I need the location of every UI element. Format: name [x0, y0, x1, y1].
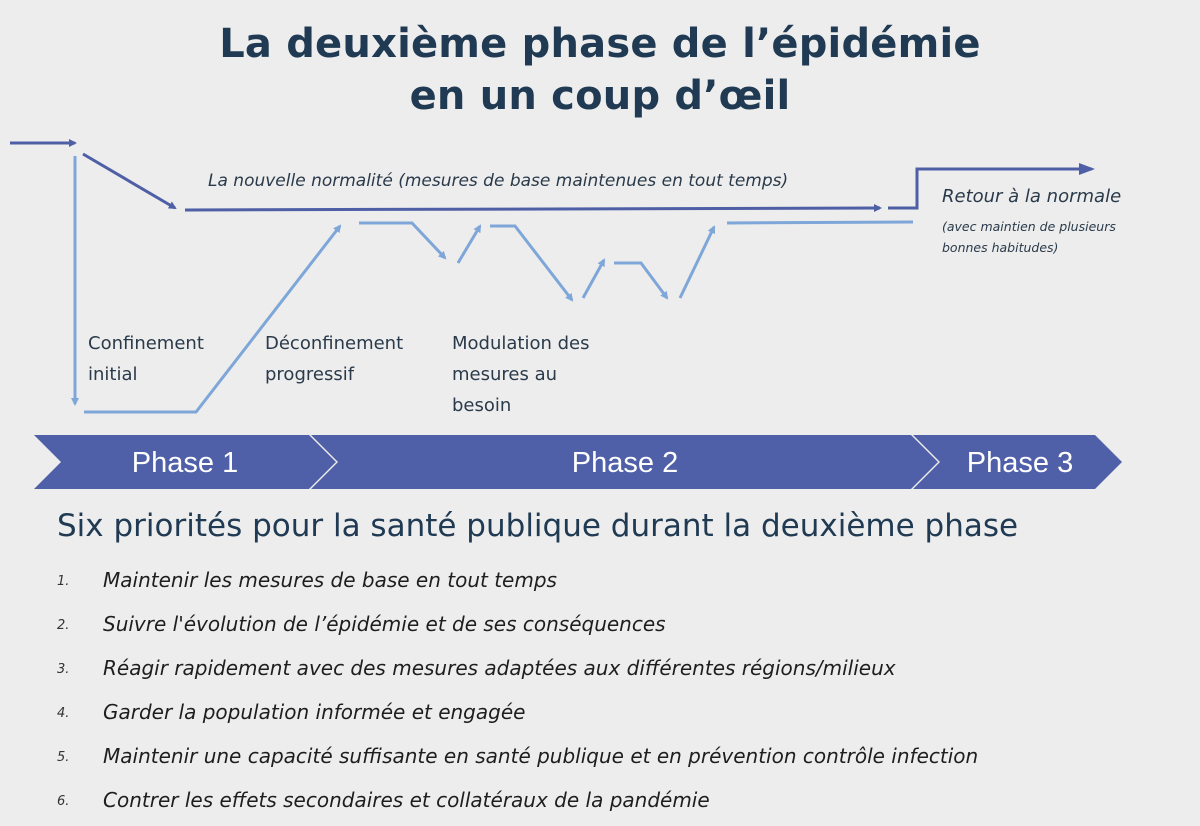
new-normal-arrow	[185, 208, 880, 210]
list-item-number: 3.	[57, 662, 70, 677]
title-line-2: en un coup d’œil	[409, 73, 791, 119]
list-item-number: 2.	[57, 618, 70, 633]
list-item-text: Garder la population informée et engagée	[103, 700, 526, 724]
return-to-normal-label: Retour à la normale	[942, 186, 1122, 207]
modulation-up-arrow-2	[583, 260, 604, 298]
priorities-heading: Six priorités pour la santé publique durant la deuxième phase	[57, 508, 1019, 544]
modulation-label: Modulation des mesures au besoin	[452, 333, 590, 416]
modulation-down-arrow-2	[490, 226, 572, 300]
list-item-text: Contrer les effets secondaires et collatéraux de la pandémie	[103, 788, 710, 812]
list-item-number: 4.	[57, 706, 70, 721]
modulation-down-arrow-3	[614, 263, 667, 298]
stabilization-line	[727, 222, 913, 223]
confinement-label: Confinement initial	[88, 333, 204, 385]
return-to-normal-sublabel: (avec maintien de plusieurs bonnes habitudes)	[942, 219, 1116, 255]
phase-1-label: Phase 1	[131, 447, 239, 479]
list-item-text: Maintenir une capacité suffisante en santé publique et en prévention contrôle infection	[103, 744, 979, 768]
modulation-up-arrow-3	[680, 227, 714, 298]
deconfinement-label: Déconfinement progressif	[265, 333, 404, 385]
list-item-text: Réagir rapidement avec des mesures adaptées aux différentes régions/milieux	[103, 656, 896, 680]
list-item-number: 1.	[57, 574, 70, 589]
modulation-down-arrow-1	[359, 223, 445, 258]
title-line-1: La deuxième phase de l’épidémie	[219, 21, 981, 67]
modulation-up-arrow-1	[458, 226, 480, 263]
new-normal-label: La nouvelle normalité (mesures de base maintenues en tout temps)	[208, 171, 789, 191]
phase-3-label: Phase 3	[966, 447, 1074, 479]
list-item-text: Suivre l'évolution de l’épidémie et de ses conséquences	[103, 612, 666, 636]
list-item-text: Maintenir les mesures de base en tout temps	[103, 568, 557, 592]
list-item-number: 6.	[57, 794, 70, 809]
list-item-number: 5.	[57, 750, 70, 765]
decline-arrow	[83, 154, 175, 208]
phase-2-label: Phase 2	[571, 447, 679, 479]
